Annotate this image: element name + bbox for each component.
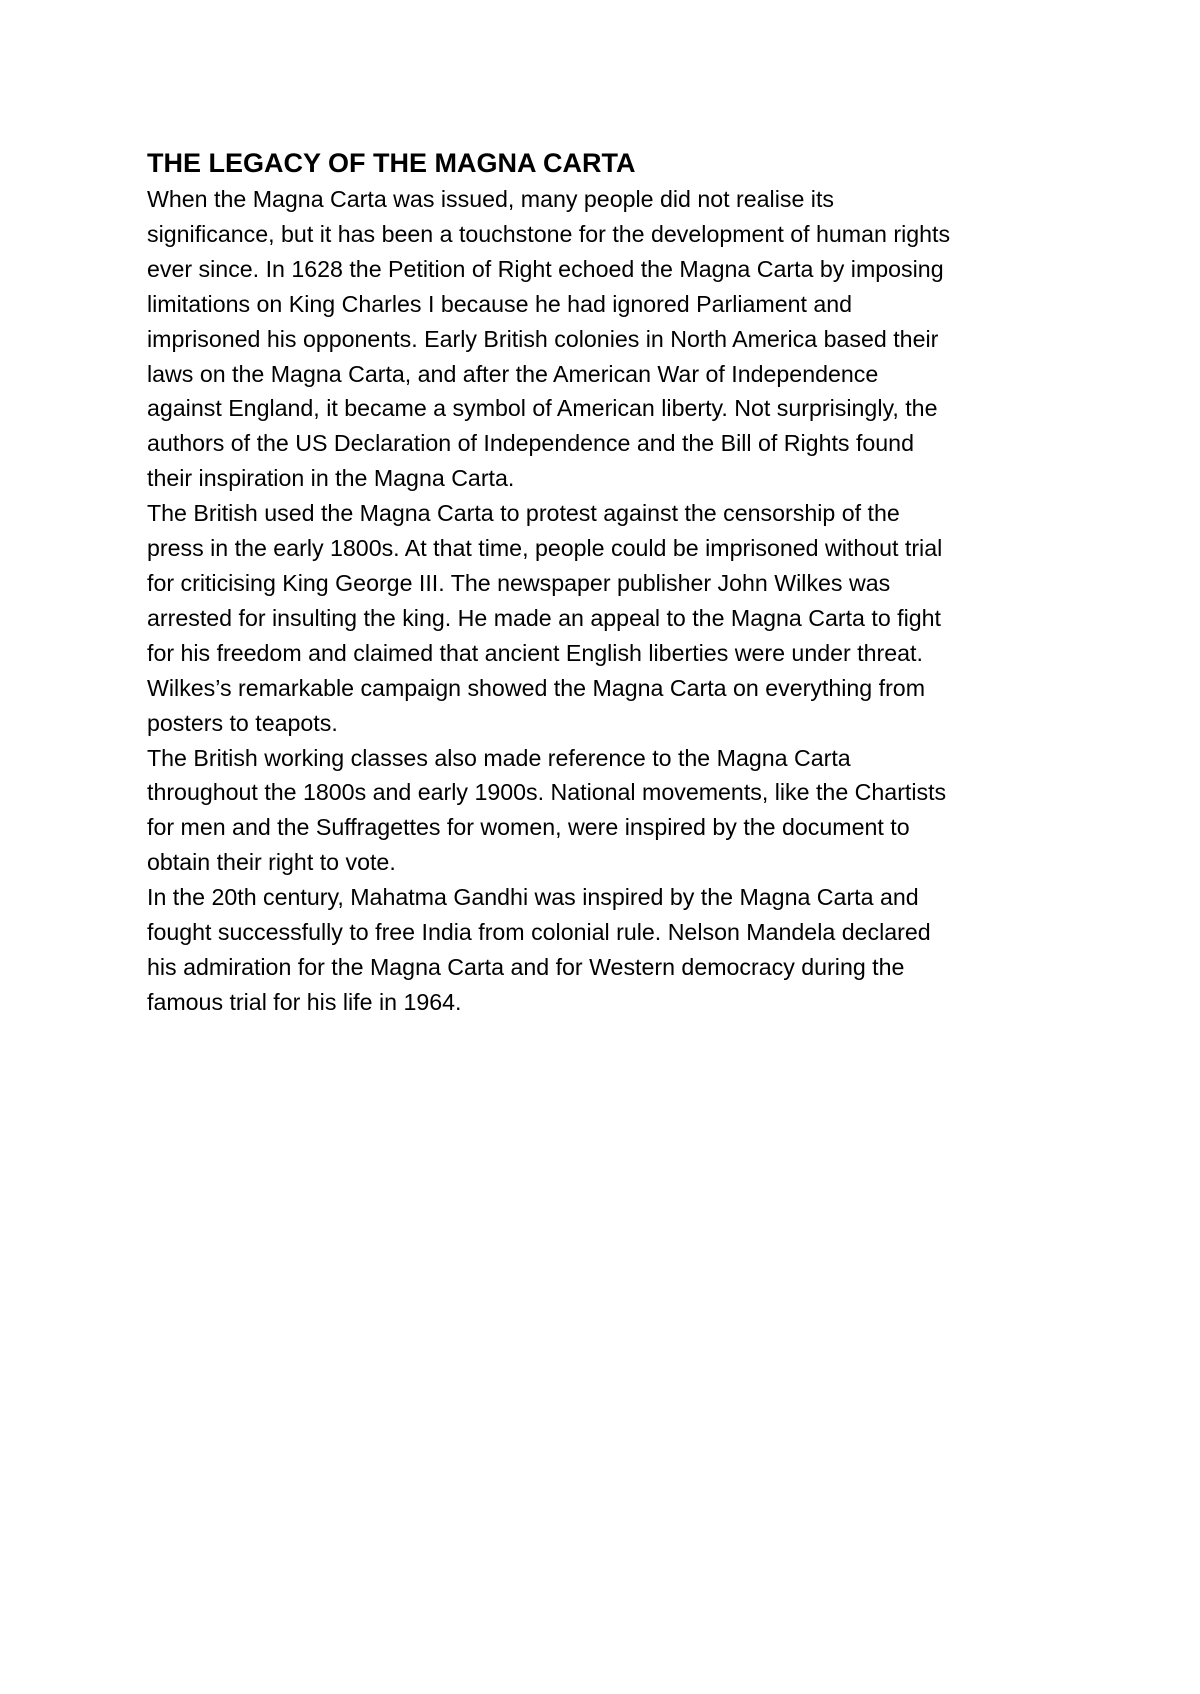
text-line: imprisoned his opponents. Early British colonies in North America based their: [147, 325, 939, 352]
text-line: When the Magna Carta was issued, many people did not realise its: [147, 186, 834, 212]
text-line: The British working classes also made reference to the Magna Carta: [147, 744, 851, 771]
text-line: against England, it became a symbol of American liberty. Not surprisingly, the: [147, 395, 938, 422]
document-body: [147, 182, 1087, 1020]
text-line: Wilkes’s remarkable campaign showed the Magna Carta on everything from: [147, 674, 926, 701]
text-line: In the 20th century, Mahatma Gandhi was inspired by the Magna Carta and: [147, 884, 919, 911]
document-page: [147, 146, 1087, 1020]
text-line: throughout the 1800s and early 1900s. National movements, like the Chartists: [147, 779, 947, 806]
text-line: The British used the Magna Carta to protest against the censorship of the: [147, 500, 900, 527]
text-line: obtain their right to vote.: [147, 849, 396, 876]
text-line: for his freedom and claimed that ancient English liberties were under threat.: [147, 639, 923, 666]
text-line: fought successfully to free India from colonial rule. Nelson Mandela declared: [147, 919, 931, 946]
text-line: posters to teapots.: [147, 709, 338, 736]
text-line: arrested for insulting the king. He made an appeal to the Magna Carta to fight: [147, 604, 942, 631]
text-line: his admiration for the Magna Carta and for Western democracy during the: [147, 953, 905, 980]
text-line: limitations on King Charles I because he had ignored Parliament and: [147, 290, 853, 317]
text-line: ever since. In 1628 the Petition of Right echoed the Magna Carta by imposing: [147, 255, 944, 282]
text-line: for men and the Suffragettes for women, were inspired by the document to: [147, 814, 910, 841]
text-line: authors of the US Declaration of Independence and the Bill of Rights found: [147, 430, 914, 457]
text-line: famous trial for his life in 1964.: [147, 988, 462, 1015]
text-line: significance, but it has been a touchstone for the development of human rights: [147, 220, 951, 247]
text-line: their inspiration in the Magna Carta.: [147, 465, 515, 492]
text-line: laws on the Magna Carta, and after the American War of Independence: [147, 360, 879, 387]
document-title: THE LEGACY OF THE MAGNA CARTA: [147, 148, 636, 178]
text-line: press in the early 1800s. At that time, people could be imprisoned without trial: [147, 535, 943, 562]
text-line: for criticising King George III. The newspaper publisher John Wilkes was: [147, 569, 891, 596]
